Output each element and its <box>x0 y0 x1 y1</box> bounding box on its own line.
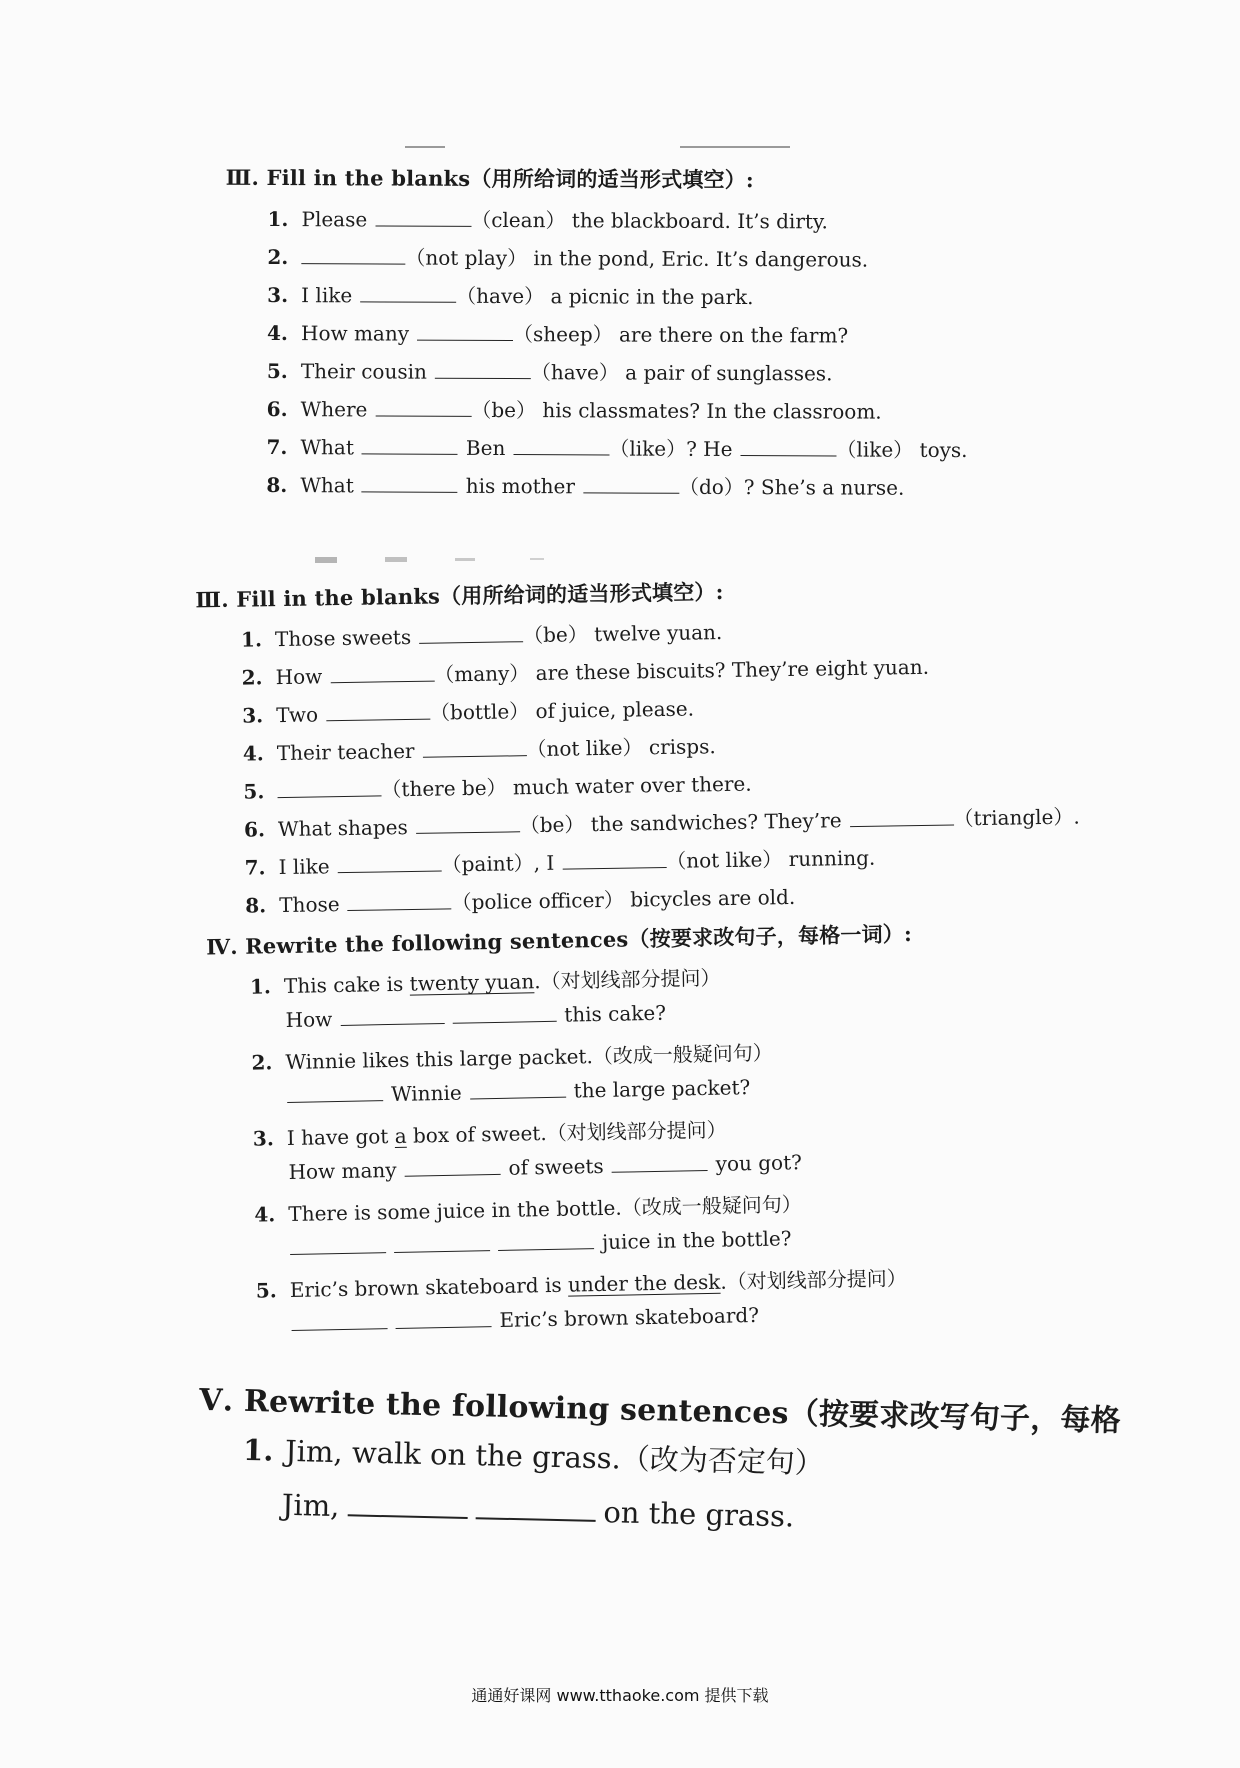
item-text: （like） toys. <box>836 437 968 463</box>
underlined-phrase: twenty yuan <box>409 969 535 996</box>
section-heading: Ⅲ. Fill in the blanks（用所给词的适当形式填空）: <box>225 164 754 193</box>
item-text: （be） the sandwiches? They’re <box>519 808 842 838</box>
item-number: 4. <box>266 320 288 346</box>
item-text: of sweets <box>508 1153 604 1180</box>
question-item <box>243 1428 825 1482</box>
item-text: （not play） in the pond, Eric. It’s dangerous. <box>405 245 869 272</box>
underlined-phrase: a <box>394 1123 407 1148</box>
item-text: （triangle）. <box>953 804 1080 831</box>
item-number: 8. <box>266 472 288 498</box>
item-text: this cake? <box>563 1000 667 1027</box>
item-text: on the grass. <box>603 1495 795 1534</box>
item-text: Please <box>301 207 368 232</box>
item-text: box of sweet.（对划线部分提问） <box>406 1117 727 1148</box>
item-text: What shapes <box>277 815 408 842</box>
item-text: What <box>300 435 354 460</box>
item-number: 2. <box>241 665 263 690</box>
item-text: （do）? She’s a nurse. <box>678 474 905 500</box>
item-text: Two <box>276 702 319 728</box>
item-number: 4. <box>242 741 264 766</box>
item-number: 4. <box>254 1202 276 1227</box>
item-text: How <box>285 1007 333 1033</box>
item-text: Ben <box>465 435 506 461</box>
item-text: （not like） crisps. <box>526 734 716 762</box>
item-text: Eric’s brown skateboard? <box>499 1302 760 1332</box>
item-text: （police officer） bicycles are old. <box>451 884 796 915</box>
answer-blank[interactable] <box>347 1488 468 1519</box>
item-number: 1. <box>267 206 289 232</box>
item-text: What <box>300 473 354 498</box>
item-text: Winnie <box>390 1080 462 1107</box>
item-text: （there be） much water over there. <box>381 771 752 802</box>
item-text: I have got <box>286 1123 395 1151</box>
item-number: 6. <box>266 396 288 422</box>
item-text: his mother <box>465 473 576 499</box>
item-number: 5. <box>243 779 265 804</box>
item-text: Those <box>279 892 340 918</box>
item-text: Eric’s brown skateboard is <box>289 1272 569 1302</box>
item-number: 1. <box>249 974 272 999</box>
item-text: There is some juice in the bottle.（改成一般疑问句） <box>288 1192 802 1226</box>
item-text: Winnie likes this large packet.（改成一般疑问句） <box>285 1040 774 1075</box>
item-text: Jim, <box>281 1487 340 1524</box>
item-text: （be） twelve yuan. <box>522 620 723 648</box>
item-text: （sheep） are there on the farm? <box>513 322 849 348</box>
item-text: （not like） running. <box>666 845 876 873</box>
item-text: Their teacher <box>276 738 415 766</box>
item-text: （clean） the blackboard. It’s dirty. <box>471 207 829 234</box>
item-number: 2. <box>251 1050 273 1075</box>
item-text: Jim, walk on the grass.（改为否定句） <box>284 1433 825 1481</box>
item-number: 5. <box>266 358 288 384</box>
item-text: （paint）, I <box>441 850 555 877</box>
item-text: Their cousin <box>300 359 427 384</box>
item-number: 2. <box>267 244 289 270</box>
section-heading: Ⅲ. Fill in the blanks（用所给词的适当形式填空）: <box>195 579 724 613</box>
item-text: Where <box>300 397 368 422</box>
item-text: How many <box>288 1157 397 1184</box>
item-text: .（对划线部分提问） <box>720 1266 907 1294</box>
item-text: （be） his classmates? In the classroom. <box>471 397 882 424</box>
section-heading: Ⅳ. Rewrite the following sentences（按要求改句子，每格一词）: <box>205 920 913 960</box>
item-text: （bottle） of juice, please. <box>429 696 695 725</box>
item-text: you got? <box>715 1150 803 1176</box>
item-text: （like）? He <box>609 436 733 462</box>
item-number: 8. <box>245 893 267 918</box>
section-heading: Ⅴ. Rewrite the following sentences（按要求改写句子，每格 <box>198 1382 1122 1439</box>
item-number: 3. <box>252 1126 275 1151</box>
item-text: I like <box>301 283 353 308</box>
item-number: 7. <box>266 434 288 460</box>
footer-watermark: 通通好课网 www.tthaoke.com 提供下载 <box>471 1686 769 1705</box>
item-number: 1. <box>242 1432 274 1468</box>
item-text: This cake is <box>283 971 410 999</box>
underlined-phrase: under the desk <box>567 1269 721 1297</box>
item-text: the large packet? <box>573 1075 751 1103</box>
item-text: （many） are these biscuits? They’re eight yuan. <box>434 654 930 687</box>
item-number: 5. <box>255 1278 277 1303</box>
item-text: How many <box>300 321 410 346</box>
item-text: Those sweets <box>274 624 412 652</box>
item-text: How <box>275 664 323 690</box>
answer-blank[interactable] <box>475 1491 596 1522</box>
item-number: 1. <box>240 627 263 652</box>
item-number: 7. <box>244 855 266 880</box>
answer-line <box>282 1487 795 1534</box>
item-number: 3. <box>267 282 289 308</box>
item-text: （have） a pair of sunglasses. <box>530 360 833 386</box>
item-text: .（对划线部分提问） <box>533 965 721 994</box>
item-number: 6. <box>243 817 266 842</box>
item-text: （have） a picnic in the park. <box>456 283 754 310</box>
item-text: I like <box>278 854 330 880</box>
item-number: 3. <box>242 703 264 728</box>
item-text: juice in the bottle? <box>601 1226 792 1254</box>
